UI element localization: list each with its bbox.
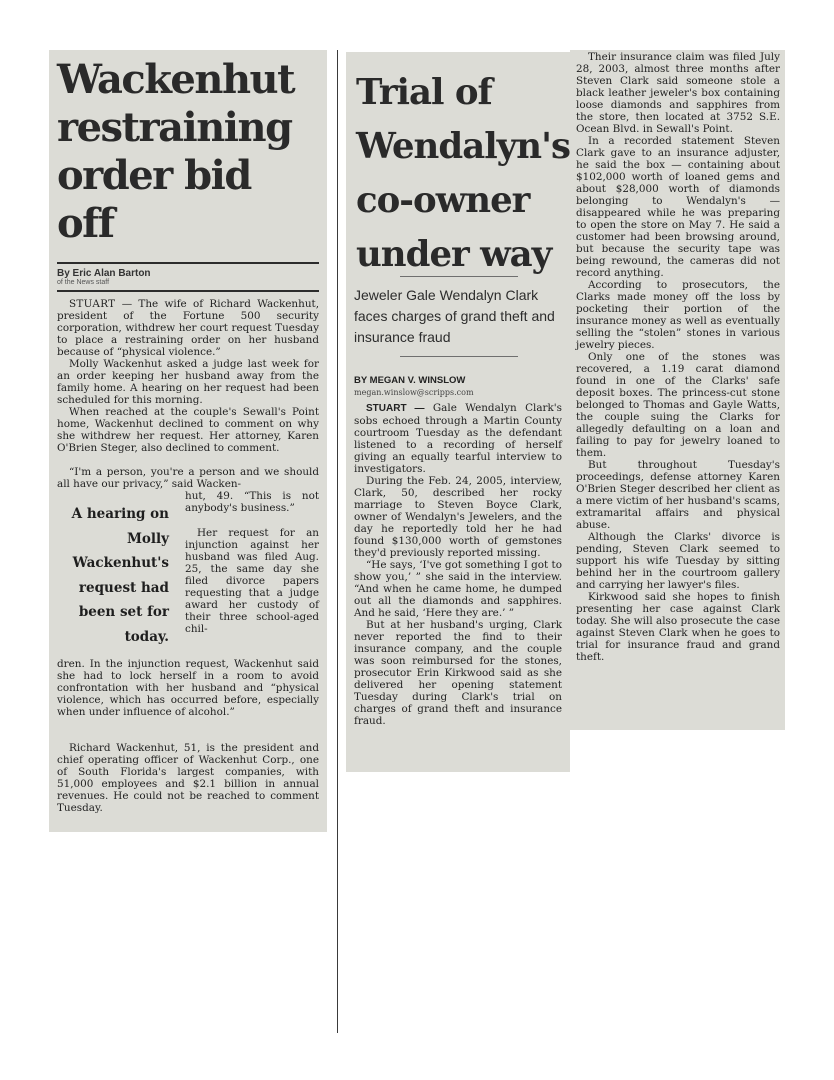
- wendalyn-author-email: megan.winslow@scripps.com: [354, 388, 474, 397]
- byline-rule: [57, 290, 319, 292]
- wendalyn-paragraph-3: “He says, ‘I've got something I got to show you,’ ” she said in the interview. “And when he came home, he dumped out all the diamonds and sapphires. And he said, ‘Here they are.’ ”: [354, 559, 562, 619]
- headline-rule: [57, 262, 319, 264]
- wendalyn-byline: BY MEGAN V. WINSLOW: [354, 375, 466, 386]
- page-column-divider: [337, 50, 338, 1033]
- wackenhut-paragraph-5b: dren. In the injunction request, Wackenhut said she had to lock herself in a room to avoid confrontation with her husband and “physical violence, which has occurred before, especially when under influence of alcohol.”: [57, 658, 319, 718]
- deck-rule-bottom: [400, 356, 518, 357]
- wackenhut-paragraph-1: STUART — The wife of Richard Wackenhut, president of the Fortune 500 security corporation, withdrew her court request Tuesday to place a restraining order on her husband because of “physical violence.”: [57, 298, 319, 358]
- wendalyn-paragraph-1: STUART — Gale Wendalyn Clark's sobs echoed through a Martin County courtroom Tuesday as the defendant listened to a recording of herself giving an equally tearful interview to investigators.: [354, 402, 562, 475]
- wendalyn-paragraph-8: Only one of the stones was recovered, a 1.19 carat diamond found in one of the Clarks' safe deposit boxes. The princess-cut stone belonged to Thomas and Gayle Watts, the couple suing the Clarks for allegedly defaulting on a loan and failing to pay for jewelry loaned to them.: [576, 351, 780, 459]
- wendalyn-paragraph-7: According to prosecutors, the Clarks made money off the loss by pocketing their portion of the insurance money as well as eventually selling the “stolen” stones in various jewelry pieces.: [576, 279, 780, 351]
- wendalyn-column-2: [576, 51, 780, 663]
- wackenhut-dateline: STUART: [69, 298, 116, 310]
- wackenhut-staff-credit: of the News staff: [57, 279, 110, 286]
- wackenhut-pullquote: A hearing on Molly Wackenhut's request had been set for today.: [71, 506, 169, 645]
- wendalyn-paragraph-10: Although the Clarks' divorce is pending, Steven Clark seemed to support his wife Tuesday by sitting behind her in the courtroom gallery and carrying her lawyer's files.: [576, 531, 780, 591]
- wendalyn-paragraph-4: But at her husband's urging, Clark never reported the find to their insurance company, and the couple was soon reimbursed for the stones, prosecutor Erin Kirkwood said as she delivered her opening statement Tuesday during Clark's trial on charges of grand theft and insurance fraud.: [354, 619, 562, 727]
- wendalyn-paragraph-5: Their insurance claim was filed July 28, 2003, almost three months after Steven Clark said someone stole a black leather jeweler's box containing loose diamonds and sapphires from the store, then located at 3752 S.E. Ocean Blvd. in Sewall's Point.: [576, 51, 780, 135]
- wendalyn-continuation-clipping: [570, 50, 785, 730]
- wendalyn-article-clipping: [346, 52, 570, 772]
- wendalyn-column-1: [354, 402, 562, 727]
- wackenhut-byline: By Eric Alan Barton: [57, 268, 151, 279]
- wackenhut-paragraph-3: When reached at the couple's Sewall's Point home, Wackenhut declined to comment on why she withdrew her request. Her attorney, Karen O'Brien Steger, also declined to comment.: [57, 406, 319, 454]
- wackenhut-article-clipping: [49, 50, 327, 832]
- wendalyn-deck: Jeweler Gale Wendalyn Clark faces charges of grand theft and insurance fraud: [354, 287, 555, 345]
- wendalyn-headline: Trial of Wendalyn's co-owner under way: [356, 72, 570, 275]
- wackenhut-headline: Wackenhut restraining order bid off: [57, 56, 295, 247]
- wendalyn-paragraph-6: In a recorded statement Steven Clark gave to an insurance adjuster, he said the box — containing about $102,000 worth of loaned gems and about $28,000 worth of diamonds belonging to Wendalyn's — disappeared while he was preparing to open the store on May 7. He said a customer had been browsing around, but because the security tape was being rewound, the cameras did not record anything.: [576, 135, 780, 279]
- wackenhut-paragraph-4b: hut, 49. “This is not anybody's business.”: [185, 490, 319, 514]
- wendalyn-dateline: STUART —: [366, 403, 425, 414]
- wendalyn-paragraph-2: During the Feb. 24, 2005, interview, Clark, 50, described her rocky marriage to Steven Boyce Clark, owner of Wendalyn's Jewelers, and the day he reportedly told her he had found $130,000 worth of gemstones they'd previously reported missing.: [354, 475, 562, 559]
- wendalyn-paragraph-9: But throughout Tuesday's proceedings, defense attorney Karen O'Brien Steger described her client as a mere victim of her husband's scams, extramarital affairs and physical abuse.: [576, 459, 780, 531]
- deck-rule-top: [400, 276, 518, 277]
- wackenhut-paragraph-5a: Her request for an injunction against her husband was filed Aug. 25, the same day she filed divorce papers requesting that a judge award her custody of their three school-aged chil-: [185, 527, 319, 635]
- wackenhut-paragraph-4a: “I'm a person, you're a person and we should all have our privacy,” said Wacken-: [57, 466, 319, 490]
- wendalyn-paragraph-11: Kirkwood said she hopes to finish presenting her case against Clark today. She will also prosecute the case against Steven Clark when he goes to trial for insurance fraud and grand theft.: [576, 591, 780, 663]
- wackenhut-paragraph-2: Molly Wackenhut asked a judge last week for an order keeping her husband away from the family home. A hearing on her request had been scheduled for this morning.: [57, 358, 319, 406]
- wackenhut-paragraph-6: Richard Wackenhut, 51, is the president and chief operating officer of Wackenhut Corp., one of South Florida's largest companies, with 51,000 employees and $2.1 billion in annual revenues. He could not be reached to comment Tuesday.: [57, 742, 319, 814]
